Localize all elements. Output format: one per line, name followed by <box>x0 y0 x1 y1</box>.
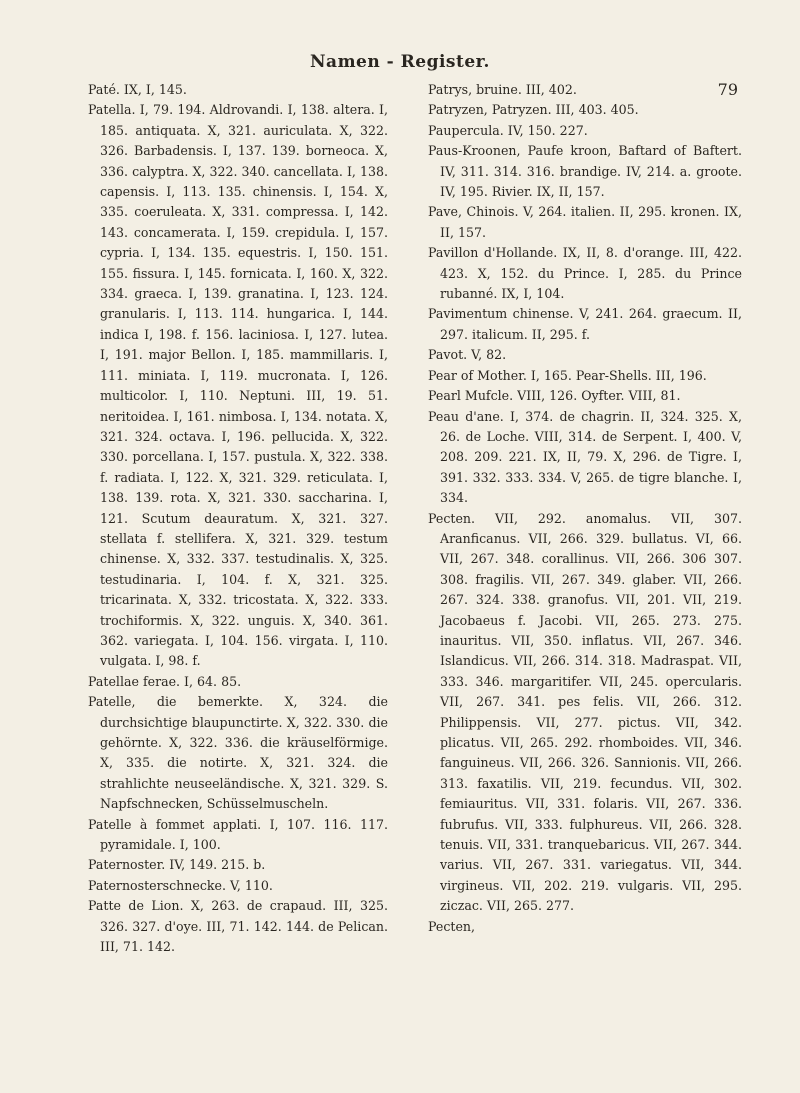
register-entry: Pear of Mother. I, 165. Pear-Shells. III, 196. <box>428 367 707 383</box>
page-number: 79 <box>717 80 738 99</box>
register-entry: Paté. IX, I, 145. <box>88 82 187 97</box>
register-entry: Paupercula. IV, 150. 227. <box>428 122 588 138</box>
register-entry: Paternosterschnecke. V, 110. <box>88 877 273 893</box>
register-entry: Patryzen, Patryzen. III, 403. 405. <box>428 102 639 118</box>
register-entry: Pecten. VII, 292. anomalus. VII, 307. Aranficanus. VII, 266. 329. bullatus. VI, 66. VII, 267. 348. corallinus. VII, 266. 306 307. 308. fragilis. VII, 267. 349. glaber. VII, 266. 267. 324. 338. granofus. VII, 201. VII, 219. Jacobaeus f. Jacobi. VII, 265. 273. 275. inauritus. VII, 350. inflatus. VII, 267. 346. Islandicus. VII, 266. 314. 318. Madraspat. VII, 333. 346. margaritifer. VII, 245. opercularis. VII, 267. 341. pes felis. VII, 266. 312. Philippensis. VII, 277. pictus. VII, 342. plicatus. VII, 265. 292. rhomboides. VII, 346. fanguineus. VII, 266. 326. Sannionis. VII, 266. 313. faxatilis. VII, 219. fecundus. VII, 302. femiauritus. VII, 331. folaris. VII, 267. 336. fubrufus. VII, 333. fulphureus. VII, 266. 328. tenuis. VII, 331. tranquebaricus. VII, 267. 344. varius. VII, 267. 331. variegatus. VII, 344. virgineus. VII, 202. 219. vulgaris. VII, 295. ziczac. VII, 265. 277. <box>428 510 742 914</box>
page-title: Namen - Register. <box>310 52 490 72</box>
register-entry: Paus-Kroonen, Paufe kroon, Baftard of Baftert. IV, 311. 314. 316. brandige. IV, 214. a. groote. IV, 195. Rivier. IX, II, 157. <box>428 143 742 200</box>
right-column <box>428 80 742 937</box>
register-entry: Patelle, die bemerkte. X, 324. die durchsichtige blaupunctirte. X, 322. 330. die gehörnte. X, 322. 336. die kräuselförmige. X, 335. die notirte. X, 321. 324. die strahlichte neuseeländische. X, 321. 329. S. Napfschnecken, Schüsselmuscheln. <box>88 694 388 812</box>
register-entry: Patelle à fommet applati. I, 107. 116. 117. pyramidale. I, 100. <box>88 816 388 853</box>
register-entry: Pearl Mufcle. VIII, 126. Oyfter. VIII, 81. <box>428 388 681 404</box>
register-entry: Peau d'ane. I, 374. de chagrin. II, 324. 325. X, 26. de Loche. VIII, 314. de Serpent. I, 400. V, 208. 209. 221. IX, II, 79. X, 296. de Tigre. I, 391. 332. 333. 334. V, 265. de tigre blanche. I, 334. <box>428 408 742 506</box>
register-entry: Patrys, bruine. III, 402. <box>428 82 577 97</box>
register-entry: Pecten, <box>428 918 476 934</box>
register-entry: Patellae ferae. I, 64. 85. <box>88 673 242 689</box>
register-entry: Pavimentum chinense. V, 241. 264. graecum. II, 297. italicum. II, 295. f. <box>428 306 742 342</box>
register-entry: Patella. I, 79. 194. Aldrovandi. I, 138. altera. I, 185. antiquata. X, 321. auriculata. X, 322. 326. Barbadensis. I, 137. 139. borneoca. X, 336. calyptra. X, 322. 340. cancellata. I, 138. capensis. I, 113. 135. chinensis. I, 154. X, 335. coeruleata. X, 331. compressa. I, 142. 143. concamerata. I, 159. crepidula. I, 157. cypria. I, 134. 135. equestris. I, 150. 151. 155. fissura. I, 145. fornicata. I, 160. X, 322. 334. graeca. I, 139. granatina. I, 123. 124. granularis. I, 113. 114. hungarica. I, 144. indica I, 198. f. 156. laciniosa. I, 127. lutea. I, 191. major Bellon. I, 185. mammillaris. I, 111. miniata. I, 119. mucronata. I, 126. multicolor. I, 110. Neptuni. III, 19. 51. neritoidea. I, 161. nimbosa. I, 134. notata. X, 321. 324. octava. I, 196. pellucida. X, 322. 330. porcellana. I, 157. pustula. X, 322. 338. f. radiata. I, 122. X, 321. 329. reticulata. I, 138. 139. rota. X, 321. 330. saccharina. I, 121. Scutum deauratum. X, 321. 327. stellata f. stellifera. X, 321. 329. testum chinense. X, 332. 337. testudinalis. X, 325. testudinaria. I, 104. f. X, 321. 325. tricarinata. X, 332. tricostata. X, 322. 333. trochiformis. X, 322. unguis. X, 340. 361. 362. variegata. I, 104. 156. virgata. I, 110. vulgata. I, 98. f. <box>88 102 388 669</box>
register-entry: Patte de Lion. X, 263. de crapaud. III, 325. 326. 327. d'oye. III, 71. 142. 144. de Pelican. III, 71. 142. <box>88 898 388 955</box>
register-entry: Paternoster. IV, 149. 215. b. <box>88 857 266 873</box>
left-column <box>88 80 388 957</box>
register-entry: Pavot. V, 82. <box>428 347 507 363</box>
register-entry: Pavillon d'Hollande. IX, II, 8. d'orange. III, 422. 423. X, 152. du Prince. I, 285. du Prince rubanné. IX, I, 104. <box>428 245 742 302</box>
register-entry: Pave, Chinois. V, 264. italien. II, 295. kronen. IX, II, 157. <box>428 204 742 240</box>
